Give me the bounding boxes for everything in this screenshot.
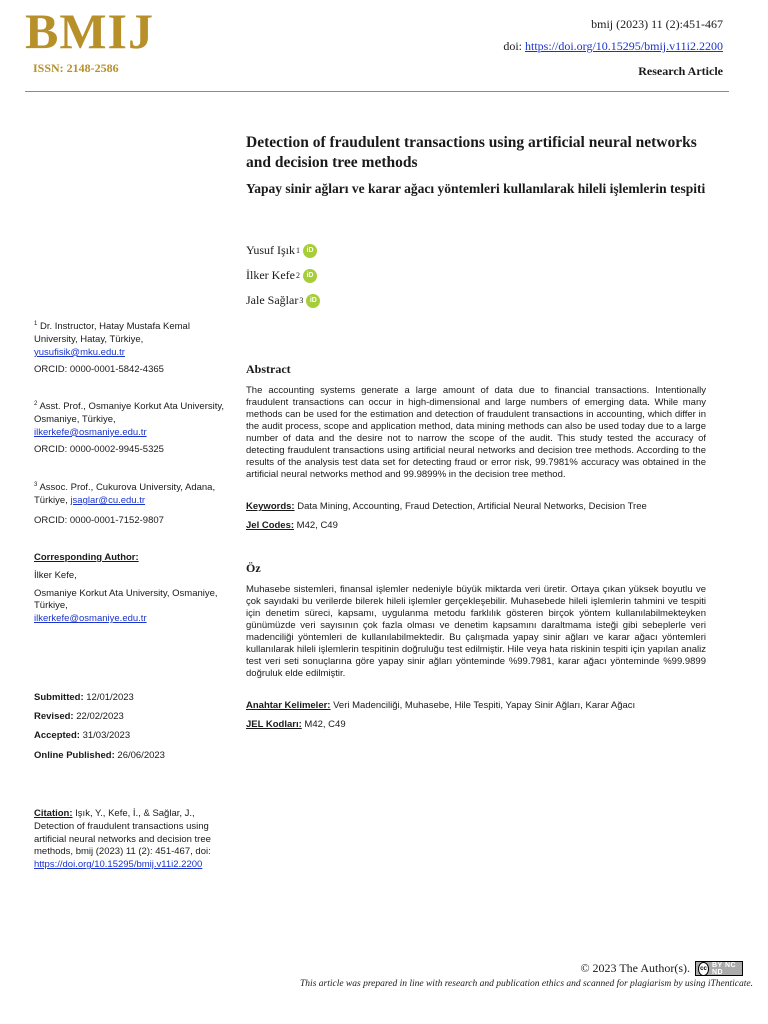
- cc-badge-text: BY NC ND: [711, 961, 737, 976]
- affiliation-orcid-3: ORCID: 0000-0001-7152-9807: [34, 515, 164, 526]
- corresponding-author: [34, 552, 234, 626]
- jel-value: M42, C49: [294, 520, 338, 531]
- corresponding-address: Osmaniye Korkut Ata University, Osmaniye, Türkiye,: [34, 587, 218, 612]
- author-sup: 3: [299, 296, 304, 305]
- date-revised: [34, 711, 234, 724]
- corresponding-label: Corresponding Author:: [34, 552, 139, 563]
- affiliation-email[interactable]: jsaglar@cu.edu.tr: [70, 494, 146, 506]
- keywords-value: Data Mining, Accounting, Fraud Detection, Artificial Neural Networks, Decision Tree: [294, 501, 647, 512]
- doi-prefix: doi:: [503, 39, 525, 53]
- affiliation-orcid-2: ORCID: 0000-0002-9945-5325: [34, 444, 164, 455]
- paper-title: Detection of fraudulent transactions using artificial neural networks and decision tree methods: [246, 134, 697, 172]
- author-name: Jale Sağlar: [246, 293, 299, 307]
- keywords-label: Keywords:: [246, 501, 295, 512]
- issn: ISSN: 2148-2586: [33, 61, 119, 75]
- paper-subtitle: Yapay sinir ağları ve karar ağacı yöntemleri kullanılarak hileli işlemlerin tespiti: [246, 181, 706, 196]
- oz-keywords: [246, 700, 716, 711]
- date-label: Submitted:: [34, 692, 84, 703]
- affiliation-text: Asst. Prof., Osmaniye Korkut Ata University, Osmaniye, Türkiye,: [34, 401, 225, 425]
- affiliation-orcid-1: ORCID: 0000-0001-5842-4365: [34, 364, 164, 375]
- oz-text: Muhasebe sistemleri, finansal işlemler nedeniyle büyük miktarda veri üretir. Ortaya çıkan yüksek boyutlu ve çok sayıdaki bu verilerde bilerek hileli işlemler gerçekleşebilir. Muhasebede hileli işlemlerin tahmini ve tespiti için denetim süreci, kapsamı, uygulanma metodu farklılık gösteren birçok yöntem kullanılabilmekteyken günümüzde veri sayısının çok fazla olması ve denetim kapsamını daraltmama isteği gibi sebeplerle veri madenciliği yöntemleri de kullanılabilmektedir. Bu çalışmada yapay sinir ağları ve karar ağacı yöntemleri kullanılarak hileli işlemlerin tespitinin doğruluğu test edilmiştir. Hile veya hata riskinin tespiti için yapılan analiz test veri seti sonuçlarına göre yapay sinir ağları yönteminde %99.7981, karar ağacı yönteminde %99.9899 doğruluk elde edilmiştir.: [246, 584, 706, 680]
- keywords-value: Veri Madenciliği, Muhasebe, Hile Tespiti, Yapay Sinir Ağları, Karar Ağacı: [330, 700, 636, 711]
- orcid-icon[interactable]: iD: [303, 269, 317, 283]
- date-submitted: [34, 692, 234, 705]
- date-label: Accepted:: [34, 730, 80, 741]
- date-label: Revised:: [34, 711, 74, 722]
- doi-link[interactable]: https://doi.org/10.15295/bmij.v11i2.2200: [524, 39, 723, 53]
- cc-license-badge[interactable]: [695, 961, 743, 976]
- date-value: 31/03/2023: [79, 730, 131, 741]
- date-accepted: [34, 730, 234, 743]
- author-name: Yusuf Işık: [246, 243, 296, 257]
- corresponding-name: İlker Kefe,: [34, 569, 77, 581]
- date-label: Online Published:: [34, 750, 115, 761]
- abstract-heading: Abstract: [246, 362, 291, 376]
- author-sup: 1: [296, 246, 301, 255]
- copyright-text: © 2023 The Author(s).: [580, 961, 690, 975]
- oz-heading: Öz: [246, 561, 261, 575]
- author-sup: 2: [295, 271, 300, 280]
- orcid-icon[interactable]: iD: [306, 294, 320, 308]
- date-value: 12/01/2023: [83, 692, 134, 703]
- abstract-text: The accounting systems generate a large amount of data due to financial transactions. Intentionally fraudulent transactions can occur in high-dimensional and large numbers of emerging data. While many methods can be used for the estimation and detection of fraudulent transactions in accounting, which differ in the audit process, scope and application method, data mining methods can also be used today due to a large number of data and the desire not to narrow the scope of the audit. This study tested the accuracy of detecting fraudulent transactions using artificial neural networks and decision tree methods. According to the results of the analysis test data set for detecting fraud or error risk, 99.7981% accuracy was obtained in the artificial neural networks method and 99.9899% in the decision tree method.: [246, 385, 706, 481]
- abstract-keywords: [246, 501, 716, 512]
- citation-label: Citation:: [34, 808, 73, 819]
- citation-text: Işık, Y., Kefe, İ., & Sağlar, J., Detection of fraudulent transactions using artificial neural networks and decision tree methods, bmij (2023) 11 (2): 451-467, doi:: [34, 808, 211, 858]
- header-rule: [25, 91, 729, 92]
- affiliation-2: [34, 400, 234, 440]
- author-name: İlker Kefe: [246, 268, 295, 282]
- jel-label: Jel Codes:: [246, 520, 295, 531]
- date-published: [34, 750, 234, 763]
- affiliation-1: [34, 320, 234, 360]
- author-3: [246, 293, 320, 308]
- article-type: Research Article: [638, 64, 723, 78]
- affiliation-sup: 2: [34, 401, 38, 407]
- date-value: 22/02/2023: [73, 711, 124, 722]
- citation-link[interactable]: https://doi.org/10.15295/bmij.v11i2.2200: [34, 859, 203, 871]
- ethics-note: This article was prepared in line with research and publication ethics and scanned for plagiarism by using iThenticate.: [300, 979, 753, 989]
- cc-icon: cc: [698, 962, 709, 976]
- affiliation-3: [34, 481, 234, 508]
- affiliation-email[interactable]: ilkerkefe@osmaniye.edu.tr: [34, 426, 147, 438]
- corresponding-email[interactable]: ilkerkefe@osmaniye.edu.tr: [34, 613, 147, 625]
- orcid-icon[interactable]: iD: [303, 244, 317, 258]
- oz-jel: [246, 719, 716, 730]
- author-2: [246, 268, 317, 283]
- affiliation-email[interactable]: yusufisik@mku.edu.tr: [34, 346, 125, 358]
- citation-block: [34, 808, 234, 872]
- affiliation-sup: 3: [34, 482, 38, 488]
- journal-logo: BMIJ: [25, 3, 154, 59]
- doi-line: [503, 39, 723, 54]
- author-1: [246, 243, 317, 258]
- jel-value: M42, C49: [301, 719, 346, 730]
- jel-label: JEL Kodları:: [246, 719, 302, 730]
- keywords-label: Anahtar Kelimeler:: [246, 700, 331, 711]
- abstract-jel: [246, 520, 716, 531]
- date-value: 26/06/2023: [114, 750, 165, 761]
- copyright: [580, 961, 743, 976]
- affiliation-text: Assoc. Prof., Cukurova University, Adana, Türkiye,: [34, 482, 216, 506]
- citation-line: bmij (2023) 11 (2):451-467: [591, 17, 723, 31]
- affiliation-text: Dr. Instructor, Hatay Mustafa Kemal University, Hatay, Türkiye,: [34, 321, 190, 345]
- affiliation-sup: 1: [34, 321, 38, 327]
